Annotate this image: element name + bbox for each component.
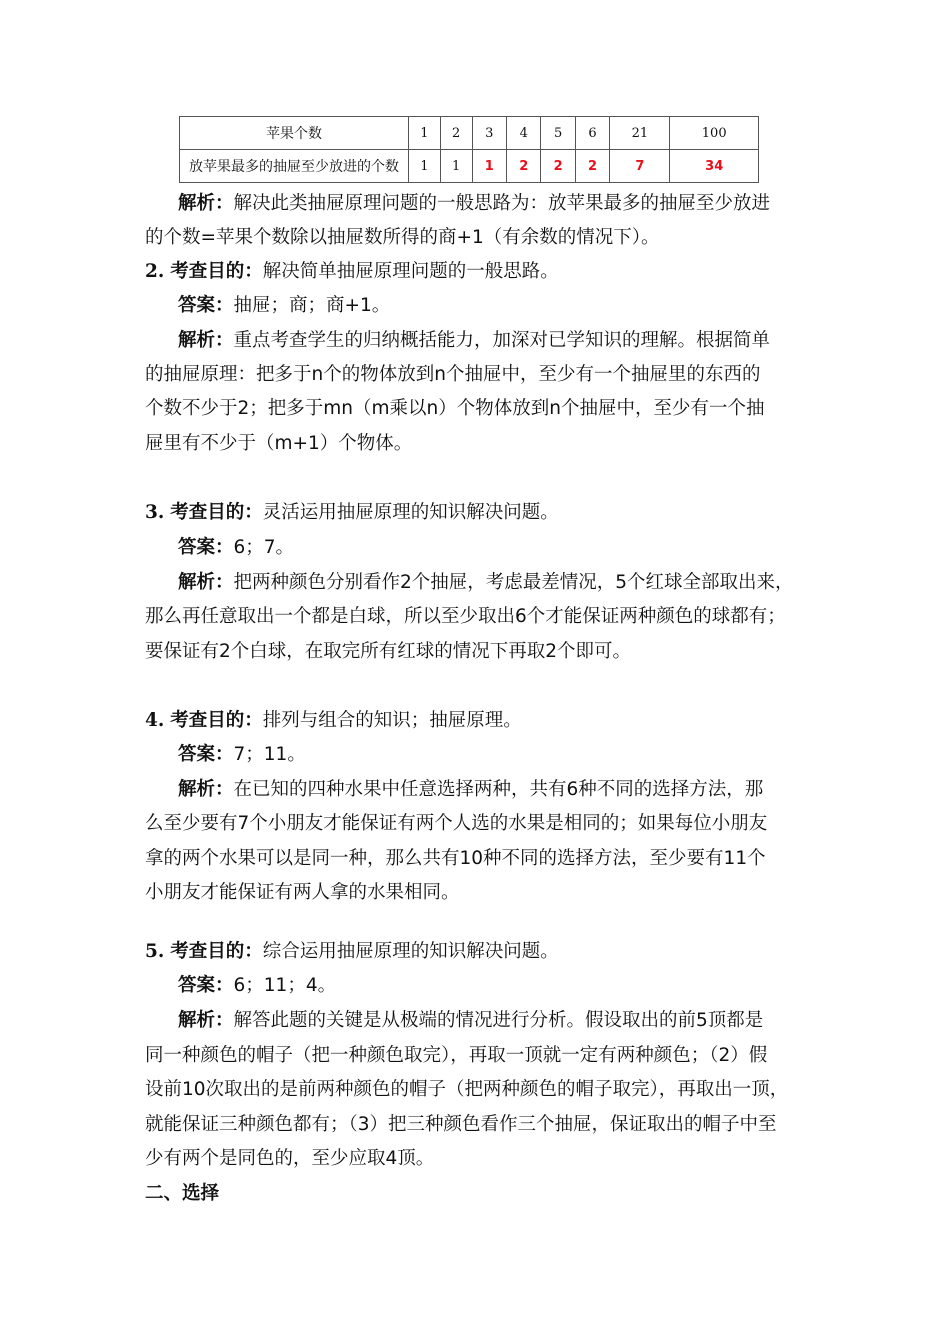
table-row-label: 放苹果最多的抽屉至少放进的个数 bbox=[180, 150, 409, 183]
table-cell: 1 bbox=[409, 150, 441, 183]
analysis-text: 重点考查学生的归纳概括能力，加深对已学知识的理解。根据简单 bbox=[233, 330, 771, 351]
q5-analysis-line: 同一种颜色的帽子（把一种颜色取完），再取一顶就一定有两种颜色；（2）假 bbox=[145, 1045, 768, 1066]
analysis-text: 解答此题的关键是从极端的情况进行分析。假设取出的前5顶都是 bbox=[233, 1010, 764, 1031]
q1-analysis-line bbox=[178, 192, 770, 216]
q5-analysis-line: 少有两个是同色的，至少应取4顶。 bbox=[145, 1148, 435, 1169]
q3-analysis-line bbox=[178, 571, 794, 595]
table-cell: 2 bbox=[507, 150, 541, 183]
table-cell: 3 bbox=[472, 117, 506, 150]
question-number: 4. bbox=[145, 710, 165, 731]
answer-text: 抽屉；商；商+1。 bbox=[233, 295, 391, 316]
analysis-label: 解析： bbox=[178, 330, 234, 351]
purpose-text: 灵活运用抽屉原理的知识解决问题。 bbox=[262, 502, 559, 523]
table-cell: 5 bbox=[541, 117, 575, 150]
purpose-text: 解决简单抽屉原理问题的一般思路。 bbox=[262, 261, 559, 282]
analysis-label: 解析： bbox=[178, 572, 234, 593]
q3-purpose-line bbox=[145, 501, 559, 525]
answer-text: 7；11。 bbox=[233, 744, 306, 765]
answer-label: 答案： bbox=[178, 744, 234, 765]
purpose-label: 考查目的： bbox=[170, 502, 263, 523]
purpose-text: 综合运用抽屉原理的知识解决问题。 bbox=[262, 941, 559, 962]
table-row bbox=[180, 150, 759, 183]
analysis-text: 把两种颜色分别看作2个抽屉，考虑最差情况，5个红球全部取出来， bbox=[233, 572, 794, 593]
q2-purpose-line bbox=[145, 260, 559, 284]
answer-text: 6；11；4。 bbox=[233, 975, 337, 996]
table-cell: 2 bbox=[575, 150, 609, 183]
q3-analysis-line: 要保证有2个白球，在取完所有红球的情况下再取2个即可。 bbox=[145, 641, 632, 662]
analysis-text: 解决此类抽屉原理问题的一般思路为：放苹果最多的抽屉至少放进 bbox=[233, 193, 771, 214]
q5-analysis-line: 就能保证三种颜色都有；（3）把三种颜色看作三个抽屉，保证取出的帽子中至 bbox=[145, 1114, 777, 1135]
table-cell: 2 bbox=[440, 117, 472, 150]
q5-purpose-line bbox=[145, 940, 559, 964]
purpose-label: 考查目的： bbox=[170, 710, 263, 731]
q4-analysis-line: 拿的两个水果可以是同一种，那么共有10种不同的选择方法，至少要有11个 bbox=[145, 848, 766, 869]
apple-drawer-table bbox=[179, 116, 759, 183]
q2-answer-line bbox=[178, 294, 390, 318]
table-cell: 21 bbox=[610, 117, 670, 150]
question-number: 2. bbox=[145, 261, 165, 282]
section-heading: 二、选择 bbox=[145, 1183, 220, 1204]
q5-analysis-line bbox=[178, 1009, 763, 1033]
purpose-text: 排列与组合的知识；抽屉原理。 bbox=[262, 710, 522, 731]
purpose-label: 考查目的： bbox=[170, 941, 263, 962]
table-cell: 1 bbox=[472, 150, 506, 183]
q4-analysis-line bbox=[178, 778, 763, 802]
table-cell: 100 bbox=[670, 117, 759, 150]
answer-label: 答案： bbox=[178, 975, 234, 996]
table-cell: 34 bbox=[670, 150, 759, 183]
analysis-label: 解析： bbox=[178, 193, 234, 214]
table-cell: 2 bbox=[541, 150, 575, 183]
q5-answer-line bbox=[178, 974, 336, 998]
answer-label: 答案： bbox=[178, 295, 234, 316]
table-cell: 4 bbox=[507, 117, 541, 150]
q3-analysis-line: 那么再任意取出一个都是白球，所以至少取出6个才能保证两种颜色的球都有； bbox=[145, 606, 786, 627]
analysis-label: 解析： bbox=[178, 1010, 234, 1031]
table-cell: 1 bbox=[409, 117, 441, 150]
q4-analysis-line: 小朋友才能保证有两人拿的水果相同。 bbox=[145, 882, 460, 903]
table-cell: 7 bbox=[610, 150, 670, 183]
answer-label: 答案： bbox=[178, 537, 234, 558]
q2-analysis-line: 个数不少于2；把多于mn（m乘以n）个物体放到n个抽屉中，至少有一个抽 bbox=[145, 398, 765, 419]
table-row-label: 苹果个数 bbox=[180, 117, 409, 150]
question-number: 3. bbox=[145, 502, 165, 523]
table-row bbox=[180, 117, 759, 150]
table-cell: 6 bbox=[575, 117, 609, 150]
analysis-label: 解析： bbox=[178, 779, 234, 800]
q4-answer-line bbox=[178, 743, 306, 767]
q2-analysis-line: 屉里有不少于（m+1）个物体。 bbox=[145, 433, 413, 454]
q4-purpose-line bbox=[145, 709, 522, 733]
answer-text: 6；7。 bbox=[233, 537, 295, 558]
q2-analysis-line: 的抽屉原理：把多于n个的物体放到n个抽屉中，至少有一个抽屉里的东西的 bbox=[145, 364, 761, 385]
question-number: 5. bbox=[145, 941, 165, 962]
table-cell: 1 bbox=[440, 150, 472, 183]
q3-answer-line bbox=[178, 536, 294, 560]
q2-analysis-line bbox=[178, 329, 770, 353]
purpose-label: 考查目的： bbox=[170, 261, 263, 282]
q5-analysis-line: 设前10次取出的是前两种颜色的帽子（把两种颜色的帽子取完），再取出一顶， bbox=[145, 1079, 789, 1100]
q1-analysis-line: 的个数=苹果个数除以抽屉数所得的商+1（有余数的情况下）。 bbox=[145, 227, 660, 248]
analysis-text: 在已知的四种水果中任意选择两种，共有6种不同的选择方法，那 bbox=[233, 779, 764, 800]
q4-analysis-line: 么至少要有7个小朋友才能保证有两个人选的水果是相同的；如果每位小朋友 bbox=[145, 813, 768, 834]
